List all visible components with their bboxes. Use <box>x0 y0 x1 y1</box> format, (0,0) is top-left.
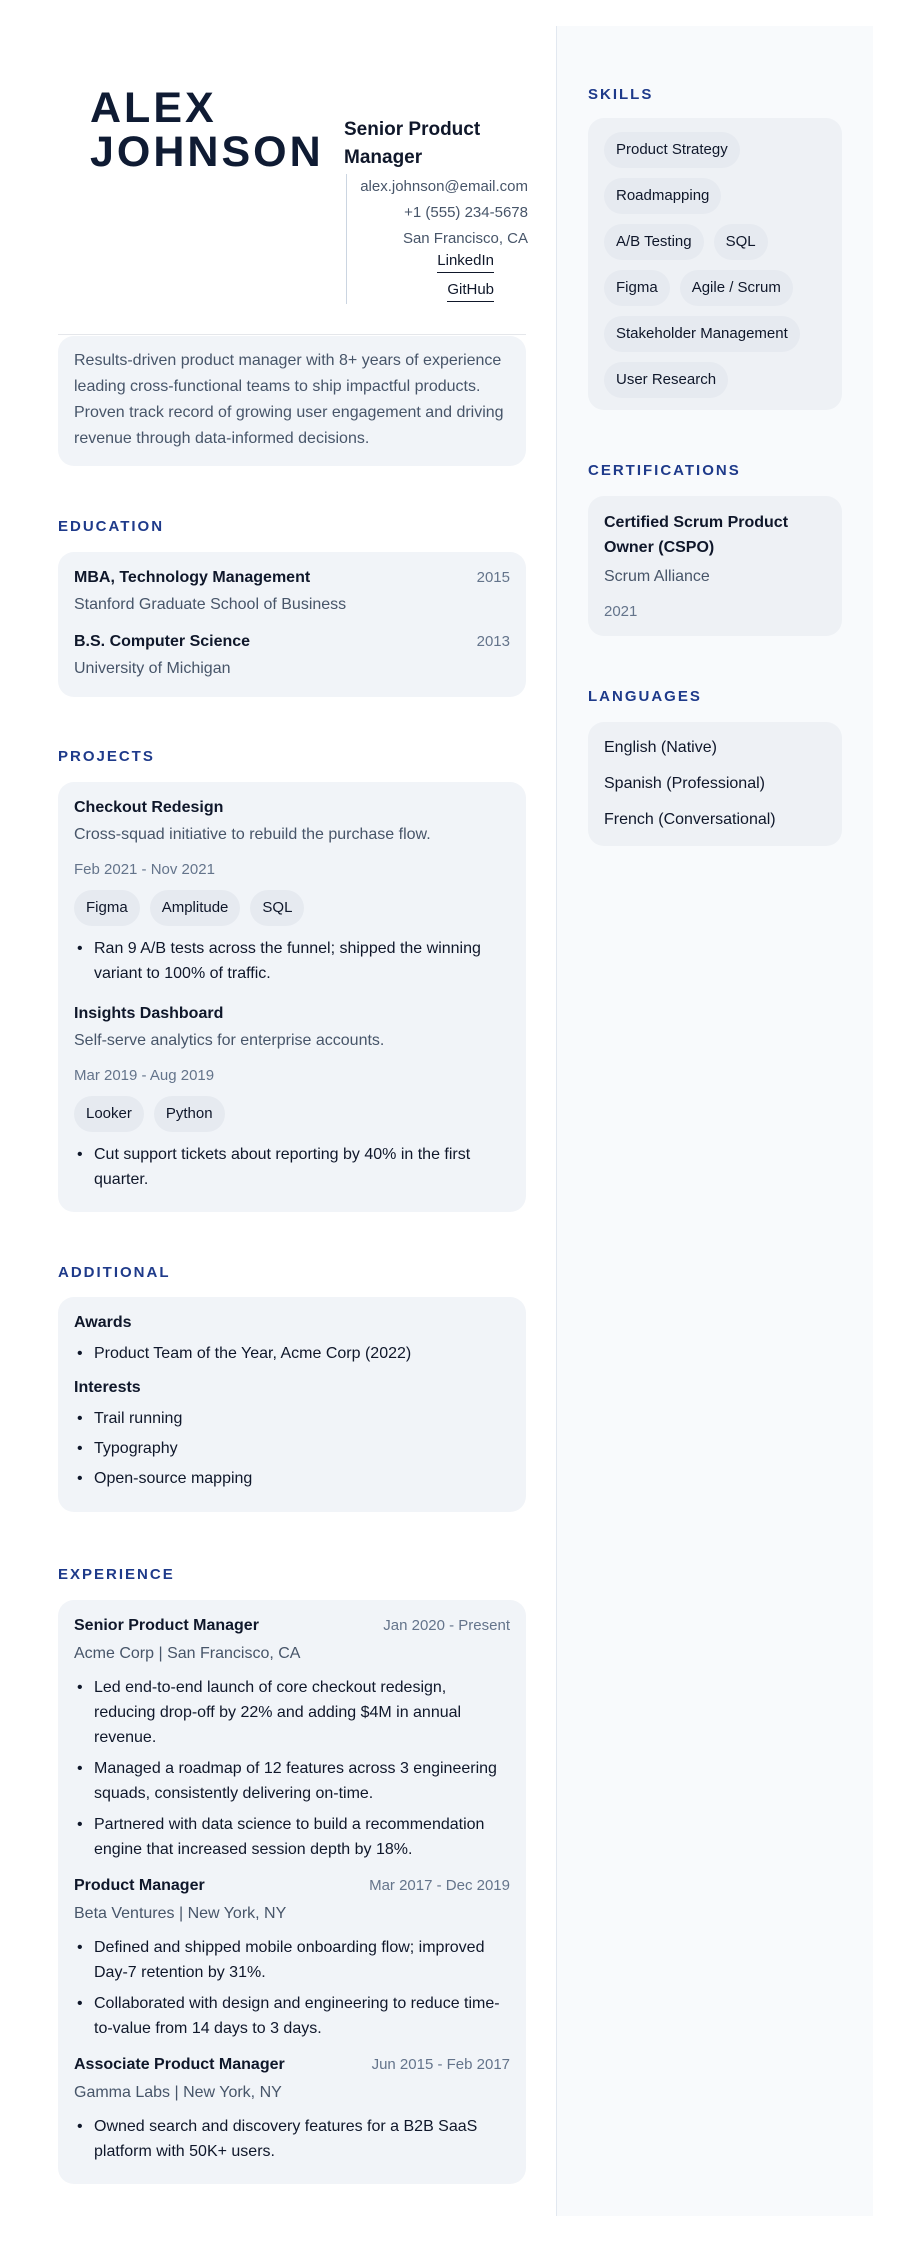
awards-title: Awards <box>74 1314 132 1331</box>
experience-bullet: • Managed a roadmap of 12 features across 3 engineering squads, consistently delivering on-time. <box>74 1756 510 1806</box>
skill-tag: Roadmapping <box>604 178 721 214</box>
education-school: University of Michigan <box>74 660 231 677</box>
experience-bullet: • Partnered with data science to build a recommendation engine that increased session depth by 18%. <box>74 1812 510 1862</box>
project-name: Insights Dashboard <box>74 1005 224 1022</box>
project-tag: SQL <box>250 890 304 926</box>
project-bullet: • Cut support tickets about reporting by 40% in the first quarter. <box>74 1142 510 1192</box>
project-bullet: • Ran 9 A/B tests across the funnel; shipped the winning variant to 100% of traffic. <box>74 936 510 986</box>
language-item: English (Native) <box>604 739 717 756</box>
education-title: EDUCATION <box>58 518 165 535</box>
linkedin-link[interactable]: LinkedIn <box>437 250 494 273</box>
skills-tags <box>604 132 826 398</box>
certification-card <box>588 496 842 636</box>
education-item <box>74 566 510 618</box>
additional-card <box>58 1297 526 1512</box>
contact-info <box>350 174 528 252</box>
project-bullets <box>74 936 510 986</box>
experience-item <box>74 2053 510 2164</box>
experience-role: Senior Product Manager <box>74 1617 259 1634</box>
project-tag: Looker <box>74 1096 144 1132</box>
experience-dates: Jun 2015 - Feb 2017 <box>371 2056 510 2073</box>
awards-list <box>74 1341 510 1366</box>
projects-title: PROJECTS <box>58 748 155 765</box>
interest-item: • Typography <box>74 1436 510 1461</box>
language-item: Spanish (Professional) <box>604 775 765 792</box>
experience-company: Gamma Labs | New York, NY <box>74 2084 282 2101</box>
project-tags <box>74 890 510 926</box>
interests-title: Interests <box>74 1379 141 1396</box>
experience-bullet: • Led end-to-end launch of core checkout redesign, reducing drop-off by 22% and adding $4M in annual revenue. <box>74 1675 510 1750</box>
education-school: Stanford Graduate School of Business <box>74 596 347 613</box>
skill-tag: Stakeholder Management <box>604 316 800 352</box>
certifications-title: CERTIFICATIONS <box>588 462 741 479</box>
interest-item: • Trail running <box>74 1406 510 1431</box>
project-dates: Mar 2019 - Aug 2019 <box>74 1067 215 1084</box>
experience-bullets <box>74 1675 510 1862</box>
experience-dates: Mar 2017 - Dec 2019 <box>369 1877 510 1894</box>
contact-phone: +1 (555) 234-5678 <box>404 204 528 221</box>
experience-item <box>74 1874 510 2041</box>
skill-tag: Product Strategy <box>604 132 740 168</box>
education-degree: MBA, Technology Management <box>74 569 311 586</box>
award-item: • Product Team of the Year, Acme Corp (2022) <box>74 1341 510 1366</box>
projects-card <box>58 782 526 1212</box>
experience-bullets <box>74 1935 510 2041</box>
education-degree: B.S. Computer Science <box>74 633 251 650</box>
experience-company: Acme Corp | San Francisco, CA <box>74 1645 301 1662</box>
experience-item <box>74 1614 510 1862</box>
certification-year: 2021 <box>604 603 638 620</box>
headline: Senior Product Manager <box>344 119 481 168</box>
skill-tag: A/B Testing <box>604 224 704 260</box>
interests-list <box>74 1406 510 1491</box>
skill-tag: SQL <box>714 224 768 260</box>
education-card <box>58 552 526 697</box>
skills-title: SKILLS <box>588 86 654 103</box>
project-tag: Figma <box>74 890 140 926</box>
project-description: Self-serve analytics for enterprise accounts. <box>74 1032 385 1049</box>
certification-issuer: Scrum Alliance <box>604 568 710 585</box>
experience-title: EXPERIENCE <box>58 1566 175 1583</box>
contact-divider <box>346 174 347 304</box>
experience-bullets <box>74 2114 510 2164</box>
languages-card <box>588 722 842 846</box>
project-tags <box>74 1096 510 1132</box>
skill-tag: Figma <box>604 270 670 306</box>
project-item <box>74 1002 510 1192</box>
project-description: Cross-squad initiative to rebuild the purchase flow. <box>74 826 431 843</box>
contact-location: San Francisco, CA <box>402 230 528 247</box>
name-line-last: JOHNSON <box>90 128 324 176</box>
summary-divider <box>58 334 526 335</box>
project-tag: Amplitude <box>150 890 241 926</box>
additional-title: ADDITIONAL <box>58 1264 171 1281</box>
certification-name: Certified Scrum Product Owner (CSPO) <box>604 514 789 556</box>
experience-company: Beta Ventures | New York, NY <box>74 1905 287 1922</box>
experience-role: Associate Product Manager <box>74 2056 285 2073</box>
language-item: French (Conversational) <box>604 811 776 828</box>
languages-title: LANGUAGES <box>588 688 702 705</box>
skill-tag: Agile / Scrum <box>680 270 793 306</box>
project-dates: Feb 2021 - Nov 2021 <box>74 861 215 878</box>
project-name: Checkout Redesign <box>74 799 224 816</box>
education-year: 2015 <box>476 569 510 586</box>
github-link[interactable]: GitHub <box>447 279 494 302</box>
experience-bullet: • Owned search and discovery features for a B2B SaaS platform with 50K+ users. <box>74 2114 510 2164</box>
name-line-first: ALEX <box>90 84 217 132</box>
profile-links <box>430 250 530 308</box>
contact-email[interactable]: alex.johnson@email.com <box>360 178 528 195</box>
education-item <box>74 630 510 682</box>
skills-card <box>588 118 842 410</box>
experience-bullet: • Collaborated with design and engineering to reduce time-to-value from 14 days to 3 days. <box>74 1991 510 2041</box>
project-tag: Python <box>154 1096 225 1132</box>
project-bullets <box>74 1142 510 1192</box>
education-year: 2013 <box>476 633 510 650</box>
candidate-name <box>90 86 324 174</box>
experience-card <box>58 1600 526 2184</box>
project-item <box>74 796 510 986</box>
interest-item: • Open-source mapping <box>74 1466 510 1491</box>
summary-card: Results-driven product manager with 8+ years of experience leading cross-functional teams to ship impactful products. Proven track record of growing user engagement and driving revenue through data-informed decisions. <box>58 336 526 466</box>
experience-role: Product Manager <box>74 1877 205 1894</box>
experience-bullet: • Defined and shipped mobile onboarding flow; improved Day-7 retention by 31%. <box>74 1935 510 1985</box>
skill-tag: User Research <box>604 362 728 398</box>
experience-dates: Jan 2020 - Present <box>383 1617 510 1634</box>
